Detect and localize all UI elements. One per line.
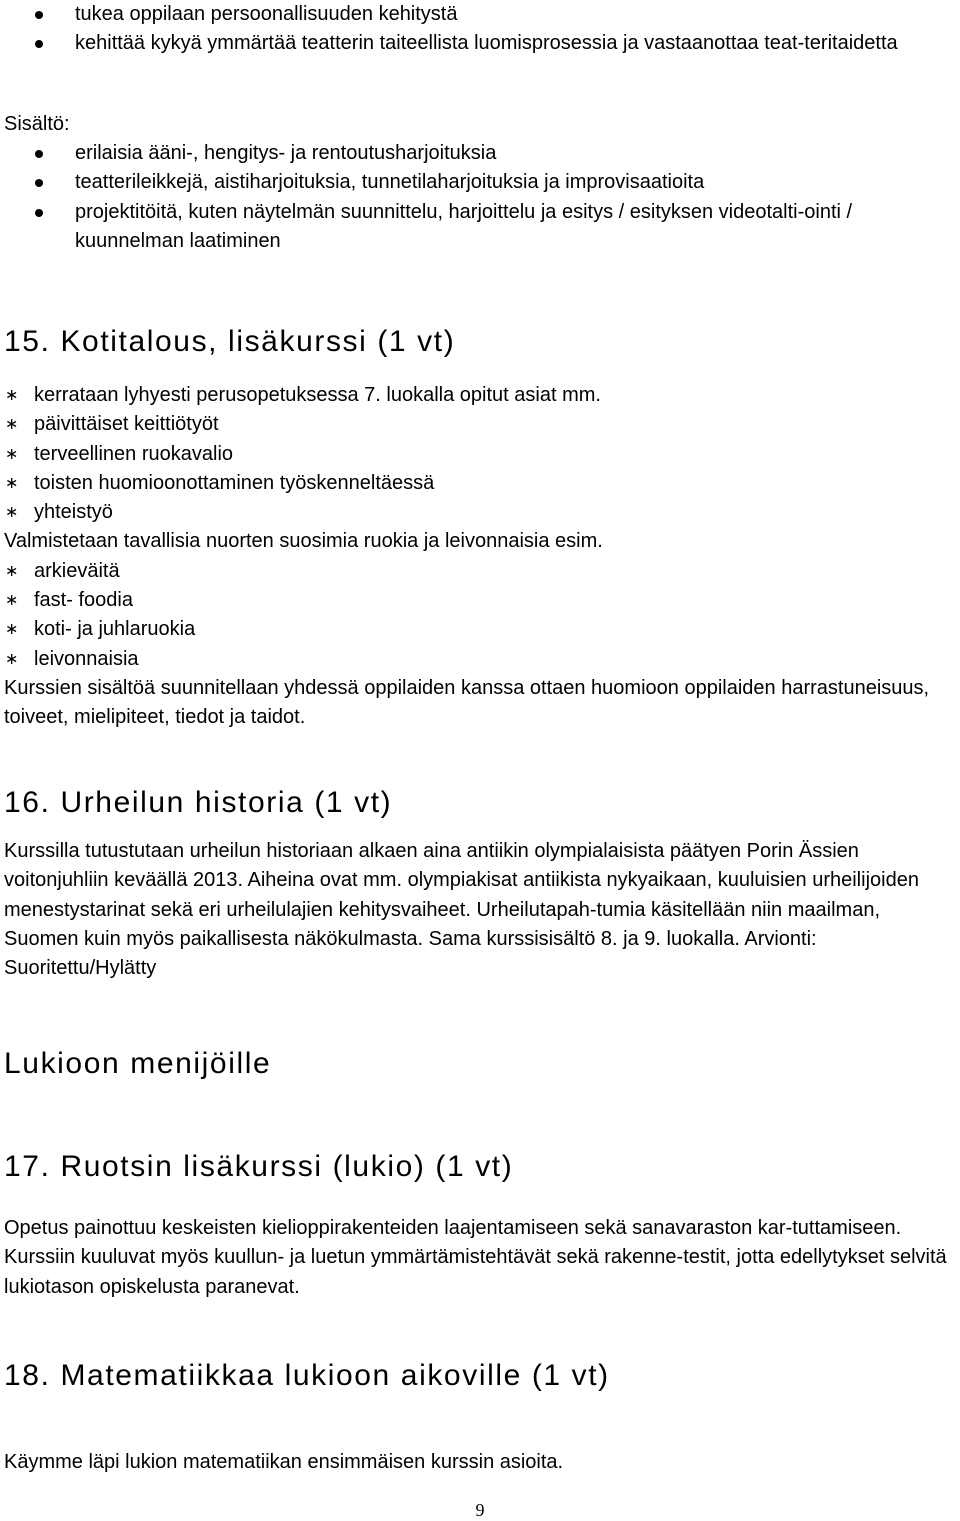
list-item: kehittää kykyä ymmärtää teatterin taiteellista luomisprosessia ja vastaanottaa teat-teritaidetta [0, 29, 958, 58]
asterisk-icon: ∗ [5, 445, 19, 463]
list-item: ∗ koti- ja juhlaruokia [4, 615, 954, 644]
asterisk-icon: ∗ [5, 474, 19, 492]
list-item: ∗ fast- foodia [4, 586, 954, 615]
section-15-body [4, 381, 954, 733]
asterisk-icon: ∗ [5, 650, 19, 668]
asterisk-icon: ∗ [5, 504, 19, 522]
list-item: ∗ päivittäiset keittiötyöt [4, 410, 954, 439]
list-item: teatterileikkejä, aistiharjoituksia, tunnetilaharjoituksia ja improvisaatioita [0, 168, 958, 197]
section-18-heading: 18. Matematiikkaa lukioon aikoville (1 vt) [4, 1359, 610, 1392]
asterisk-icon: ∗ [5, 387, 19, 404]
goals-bullet-list [0, 0, 958, 59]
asterisk-icon: ∗ [5, 621, 19, 639]
list-item: ∗ toisten huomioonottaminen työskenneltäessä [4, 469, 954, 498]
list-item: ∗ yhteistyö [4, 498, 954, 527]
list-item: ∗ arkieväitä [4, 557, 954, 586]
list-item: erilaisia ääni-, hengitys- ja rentoutusharjoituksia [0, 139, 958, 168]
asterisk-icon: ∗ [5, 416, 19, 434]
list-item: ∗ kerrataan lyhyesti perusopetuksessa 7. luokalla opitut asiat mm. [4, 381, 954, 410]
section-18-body: Käymme läpi lukion matematiikan ensimmäisen kurssin asioita. [4, 1451, 564, 1473]
section-17-heading: 17. Ruotsin lisäkurssi (lukio) (1 vt) [4, 1150, 514, 1183]
asterisk-list [4, 557, 954, 674]
section-15-middle-text: Valmistetaan tavallisia nuorten suosimia ruokia ja leivonnaisia esim. [4, 530, 603, 553]
list-item: tukea oppilaan persoonallisuuden kehitystä [0, 0, 958, 29]
section-17-body: Opetus painottuu keskeisten kielioppirakenteiden laajentamiseen sekä sanavaraston kar-tuttamiseen. Kurssiin kuuluvat myös kuullun- ja luetun ymmärtämistehtävät sekä rakenne-testit, jotta edellytykset selvitä lukiotason opiskelusta paranevat. [4, 1217, 947, 1298]
asterisk-icon: ∗ [5, 592, 19, 610]
lukio-section-heading: Lukioon menijöille [4, 1047, 272, 1080]
list-item: ∗ terveellinen ruokavalio [4, 440, 954, 469]
page-number: 9 [475, 1500, 485, 1520]
content-label: Sisältö: [4, 113, 70, 135]
list-item: projektitöitä, kuten näytelmän suunnittelu, harjoittelu ja esitys / esityksen videotalti-ointi / kuunnelman laatiminen [0, 198, 958, 257]
section-15-closing-text: Kurssien sisältöä suunnitellaan yhdessä oppilaiden kanssa ottaen huomioon oppilaiden harrastuneisuus, toiveet, mielipiteet, tiedot ja taidot. [4, 676, 930, 729]
section-16-heading: 16. Urheilun historia (1 vt) [4, 786, 393, 819]
list-item: ∗ leivonnaisia [4, 645, 954, 674]
asterisk-icon: ∗ [5, 562, 19, 580]
content-bullet-list [0, 139, 958, 256]
section-16-body: Kurssilla tutustutaan urheilun historiaan alkaen aina antiikin olympialaisista päätyen Porin Ässien voitonjuhliin keväällä 2013. Aiheina ovat mm. olympiakisat antiikista nykyaikaan, kuuluisien urheilijoiden menestystarinat sekä eri urheilulajien kehitysvaiheet. Urheilutapah-tumia käsitellään niin maailman, Suomen kuin myös paikallisesta näkökulmasta. Sama kurssisisältö 8. ja 9. luokalla. Arvionti: Suoritettu/Hylätty [4, 840, 919, 980]
asterisk-list [4, 381, 954, 527]
section-15-heading: 15. Kotitalous, lisäkurssi (1 vt) [4, 325, 456, 358]
